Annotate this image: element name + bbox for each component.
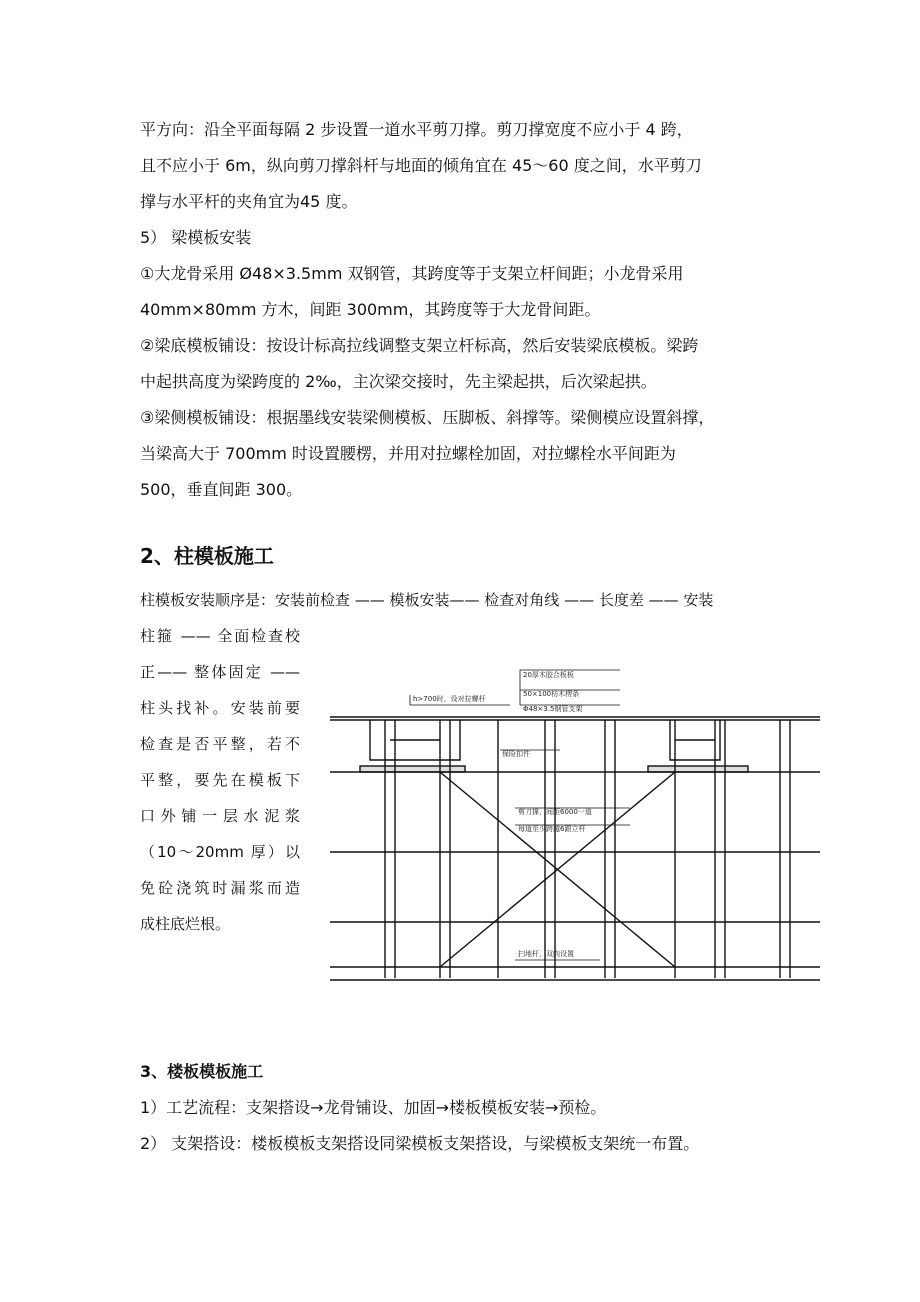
beam-title: 5） 梁模板安装: [140, 228, 252, 247]
label-brace-1: 剪刀撑，间距6000一道: [518, 808, 592, 816]
column-line-1: 柱模板安装顺序是：安装前检查 —— 模板安装—— 检查对角线 —— 长度差 —— 安装: [140, 591, 714, 609]
column-side-line-3: 柱头找补。安装前要: [140, 699, 300, 717]
label-clip: 保险扣件: [502, 750, 530, 758]
column-side-line-6: 口外铺一层水泥浆: [140, 807, 300, 825]
column-side-line-2: 正—— 整体固定 ——: [140, 663, 300, 681]
label-timber: 50×100枋木楞条: [523, 690, 580, 698]
column-side-line-7: （10～20mm 厚）以: [140, 843, 300, 861]
label-plywood: 20厚木胶合板板: [523, 671, 574, 679]
column-side-line-8: 免砼浇筑时漏浆而造: [140, 879, 300, 897]
beam-item3-line3: 500，垂直间距 300。: [140, 480, 303, 499]
column-heading: 2、柱模板施工: [140, 544, 274, 568]
beam-item2-line1: ②梁底模板铺设：按设计标高拉线调整支架立杆标高，然后安装梁底模板。梁跨: [140, 336, 699, 355]
label-bolt: h>700时，设对拉螺杆: [413, 695, 486, 703]
beam-item1-line1: ①大龙骨采用 Ø48×3.5mm 双钢管，其跨度等于支架立杆间距；小龙骨采用: [140, 264, 684, 283]
beam-item3-line1: ③梁侧模板铺设：根据墨线安装梁侧模板、压脚板、斜撑等。梁侧模应设置斜撑，: [140, 408, 715, 427]
beam-item3-line2: 当梁高大于 700mm 时设置腰楞，并用对拉螺栓加固，对拉螺栓水平间距为: [140, 444, 676, 463]
beam-item1-line2: 40mm×80mm 方木，间距 300mm，其跨度等于大龙骨间距。: [140, 300, 601, 319]
slab-heading: 3、楼板模板施工: [140, 1062, 264, 1081]
label-brace-2: 每道至少跨越6跟立杆: [518, 825, 586, 833]
column-side-line-1: 柱箍 —— 全面检查校: [140, 627, 300, 645]
intro-line-2: 且不应小于 6m，纵向剪刀撑斜杆与地面的倾角宜在 45～60 度之间，水平剪刀: [140, 156, 702, 175]
label-tube: Φ48×3.5钢管支架: [523, 705, 583, 713]
intro-line-1: 平方向：沿全平面每隔 2 步设置一道水平剪刀撑。剪刀撑宽度不应小于 4 跨，: [140, 120, 693, 139]
slab-line-1: 1）工艺流程：支架搭设→龙骨铺设、加固→楼板模板安装→预检。: [140, 1098, 607, 1117]
column-side-line-9: 成柱底烂根。: [140, 915, 231, 933]
intro-line-3: 撑与水平杆的夹角宜为45 度。: [140, 192, 358, 211]
slab-line-2: 2） 支架搭设：楼板模板支架搭设同梁模板支架搭设，与梁模板支架统一布置。: [140, 1134, 700, 1153]
label-sweep: 扫地杆，双向设置: [518, 950, 574, 958]
column-side-line-4: 检查是否平整，若不: [140, 735, 300, 753]
scaffold-drawing: [330, 660, 820, 985]
column-side-line-5: 平整，要先在模板下: [140, 771, 300, 789]
beam-item2-line2: 中起拱高度为梁跨度的 2‰，主次梁交接时，先主梁起拱，后次梁起拱。: [140, 372, 657, 391]
